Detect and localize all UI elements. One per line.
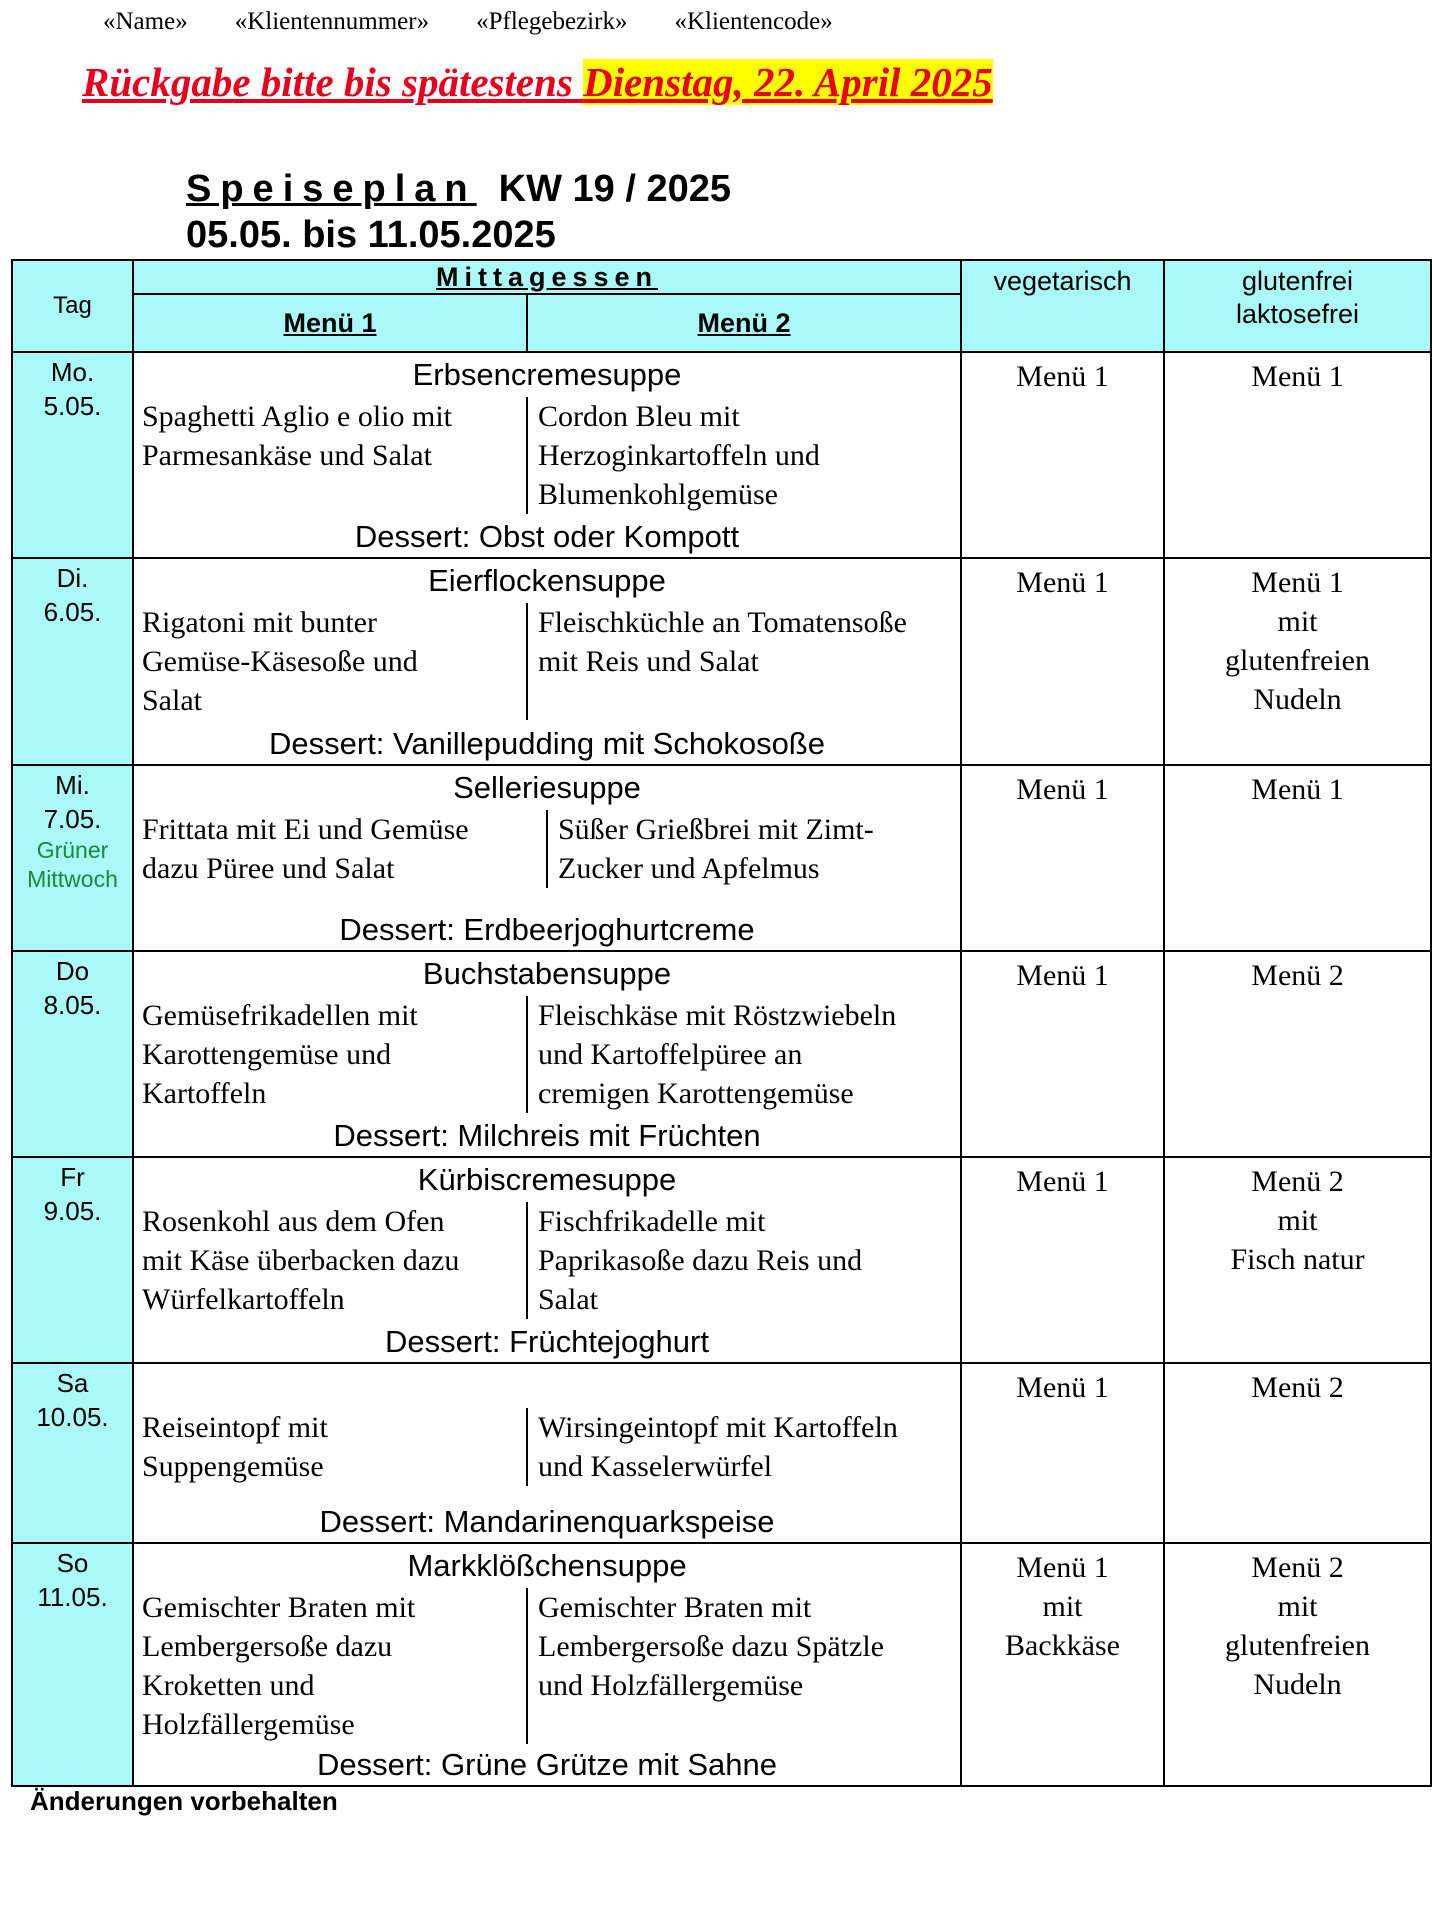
day-cell xyxy=(12,1157,133,1363)
menu1-line: Lembergersoße dazu xyxy=(142,1630,393,1663)
meal-cell xyxy=(133,765,961,951)
menu2-line: Fleischküchle an Tomatensoße xyxy=(538,606,907,639)
page-title xyxy=(186,168,731,211)
header-glutenfrei-laktosefrei xyxy=(1164,260,1431,352)
menu2-text xyxy=(528,1202,862,1319)
day-name: Di. xyxy=(56,563,89,593)
dessert: Dessert: Erdbeerjoghurtcreme xyxy=(339,912,755,947)
meals xyxy=(134,996,960,1113)
day-cell xyxy=(12,1363,133,1543)
soup: Markklößchensuppe xyxy=(407,1548,687,1583)
glutenfree-line: Fisch natur xyxy=(1230,1243,1365,1276)
menu1-line: Salat xyxy=(142,684,202,717)
field-name: «Name» xyxy=(103,8,188,35)
header-glutenfrei: glutenfrei xyxy=(1241,266,1354,296)
vegetarian-line: Menü 1 xyxy=(1016,1371,1109,1404)
vegetarian-line: Menü 1 xyxy=(1016,773,1109,806)
header-menu2: Menü 2 xyxy=(527,294,961,352)
header-tag: Tag xyxy=(12,260,133,352)
dessert: Dessert: Vanillepudding mit Schokosoße xyxy=(269,726,825,761)
menu1-text xyxy=(134,1588,528,1744)
soup: Buchstabensuppe xyxy=(422,956,672,991)
glutenfree-line: mit xyxy=(1277,1204,1318,1237)
meals xyxy=(134,1202,960,1319)
menu2-line: Zucker und Apfelmus xyxy=(558,852,820,885)
menu2-line: Paprikasoße dazu Reis und xyxy=(538,1244,863,1277)
day-row xyxy=(12,558,1431,765)
glutenfree-line: Nudeln xyxy=(1253,683,1342,716)
menu1-line: Frittata mit Ei und Gemüse xyxy=(142,813,469,846)
day-name: Mo. xyxy=(50,357,95,387)
vegetarian-line: Menü 1 xyxy=(1016,959,1109,992)
glutenfree-line: Menü 2 xyxy=(1251,1371,1344,1404)
glutenfree-choice xyxy=(1164,558,1431,765)
meals xyxy=(134,397,960,514)
field-klientencode: «Klientencode» xyxy=(674,8,833,35)
vegetarian-line: mit xyxy=(1042,1590,1083,1623)
menu2-line: mit Reis und Salat xyxy=(538,645,759,678)
menu1-text xyxy=(134,1408,528,1486)
glutenfree-line: Menü 1 xyxy=(1251,566,1344,599)
vegetarian-line: Menü 1 xyxy=(1016,360,1109,393)
meals xyxy=(134,1408,960,1486)
meals xyxy=(134,1588,960,1744)
menu1-line: Würfelkartoffeln xyxy=(142,1283,345,1316)
menu1-line: Parmesankäse und Salat xyxy=(142,439,432,472)
header-laktosefrei: laktosefrei xyxy=(1235,299,1360,329)
menu1-line: Suppengemüse xyxy=(142,1450,324,1483)
menu1-text xyxy=(134,397,528,514)
meal-cell xyxy=(133,1157,961,1363)
day-date: 11.05. xyxy=(37,1582,108,1612)
glutenfree-line: Menü 2 xyxy=(1251,1165,1344,1198)
vegetarian-line: Menü 1 xyxy=(1016,566,1109,599)
glutenfree-choice xyxy=(1164,765,1431,951)
dessert: Dessert: Milchreis mit Früchten xyxy=(333,1118,761,1153)
glutenfree-choice xyxy=(1164,951,1431,1157)
day-row xyxy=(12,765,1431,951)
day-name: Sa xyxy=(56,1368,89,1398)
menu2-line: und Kartoffelpüree an xyxy=(538,1038,803,1071)
menu2-text xyxy=(528,603,907,720)
header-menu1: Menü 1 xyxy=(133,294,527,352)
soup: Kürbiscremesuppe xyxy=(417,1162,677,1197)
day-row xyxy=(12,352,1431,558)
menu2-line: Fischfrikadelle mit xyxy=(538,1205,766,1238)
glutenfree-line: glutenfreien xyxy=(1225,1629,1370,1662)
menu1-line: Rosenkohl aus dem Ofen xyxy=(142,1205,445,1238)
menu2-line: Blumenkohlgemüse xyxy=(538,478,778,511)
glutenfree-choice xyxy=(1164,1363,1431,1543)
vegetarian-choice xyxy=(961,951,1164,1157)
title-date-range: 05.05. bis 11.05.2025 xyxy=(186,214,556,256)
menu2-line: Fleischkäse mit Röstzwiebeln xyxy=(538,999,897,1032)
header-mittagessen: Mittagessen xyxy=(133,260,961,294)
menu2-text xyxy=(528,1588,884,1744)
deadline-date: Dienstag, 22. April 2025 xyxy=(583,59,993,105)
menu2-line: Süßer Grießbrei mit Zimt- xyxy=(558,813,874,846)
meals xyxy=(134,810,960,888)
menu2-text xyxy=(528,397,820,514)
dessert: Dessert: Früchtejoghurt xyxy=(385,1324,709,1359)
dessert: Dessert: Mandarinenquarkspeise xyxy=(319,1504,775,1539)
glutenfree-line: Nudeln xyxy=(1253,1668,1342,1701)
day-cell xyxy=(12,951,133,1157)
menu1-line: Reiseintopf mit xyxy=(142,1411,328,1444)
vegetarian-line: Menü 1 xyxy=(1016,1165,1109,1198)
deadline-prefix: Rückgabe bitte bis spätestens xyxy=(82,59,584,105)
menu1-line: dazu Püree und Salat xyxy=(142,852,395,885)
vegetarian-choice xyxy=(961,1157,1164,1363)
day-cell xyxy=(12,558,133,765)
menu1-line: Gemischter Braten mit xyxy=(142,1591,416,1624)
day-row xyxy=(12,1543,1431,1786)
menu1-line: mit Käse überbacken dazu xyxy=(142,1244,460,1277)
field-klientennummer: «Klientennummer» xyxy=(234,8,430,35)
glutenfree-line: mit xyxy=(1277,1590,1318,1623)
vegetarian-line: Backkäse xyxy=(1005,1629,1120,1662)
menu2-line: und Holzfällergemüse xyxy=(538,1669,804,1702)
day-name: So xyxy=(56,1548,89,1578)
glutenfree-choice xyxy=(1164,352,1431,558)
menu1-line: Holzfällergemüse xyxy=(142,1708,355,1741)
day-name: Fr xyxy=(60,1162,85,1192)
day-row xyxy=(12,1157,1431,1363)
glutenfree-choice xyxy=(1164,1157,1431,1363)
meal-cell xyxy=(133,1363,961,1543)
meal-cell xyxy=(133,558,961,765)
menu2-line: Wirsingeintopf mit Kartoffeln xyxy=(538,1411,898,1444)
menu2-text xyxy=(528,1408,898,1486)
menu1-line: Kartoffeln xyxy=(142,1077,267,1110)
menu1-text xyxy=(134,603,528,720)
glutenfree-line: mit xyxy=(1277,605,1318,638)
title-speiseplan: Speiseplan xyxy=(186,168,477,210)
menu2-line: und Kasselerwürfel xyxy=(538,1450,773,1483)
glutenfree-line: Menü 2 xyxy=(1251,959,1344,992)
day-row xyxy=(12,951,1431,1157)
menu1-line: Gemüse-Käsesoße und xyxy=(142,645,418,678)
menu2-line: Gemischter Braten mit xyxy=(538,1591,812,1624)
glutenfree-line: Menü 1 xyxy=(1251,773,1344,806)
title-kw: KW 19 / 2025 xyxy=(498,168,731,210)
day-date: 8.05. xyxy=(43,990,102,1020)
dessert: Dessert: Obst oder Kompott xyxy=(354,519,740,554)
menu2-line: Lembergersoße dazu Spätzle xyxy=(538,1630,884,1663)
day-cell xyxy=(12,1543,133,1786)
field-pflegebezirk: «Pflegebezirk» xyxy=(476,8,628,35)
menu2-line: Herzoginkartoffeln und xyxy=(538,439,820,472)
day-date: 10.05. xyxy=(36,1402,109,1432)
meal-cell xyxy=(133,951,961,1157)
header-row xyxy=(12,260,1431,294)
day-date: 9.05. xyxy=(43,1196,102,1226)
menu2-text xyxy=(548,810,874,888)
header-vegetarisch: vegetarisch xyxy=(961,260,1164,352)
menu1-line: Gemüsefrikadellen mit xyxy=(142,999,418,1032)
glutenfree-line: Menü 1 xyxy=(1251,360,1344,393)
merge-fields xyxy=(103,8,880,36)
day-name: Mi. xyxy=(55,770,90,800)
dessert: Dessert: Grüne Grütze mit Sahne xyxy=(316,1747,778,1782)
vegetarian-choice xyxy=(961,352,1164,558)
menu1-line: Kroketten und xyxy=(142,1669,315,1702)
glutenfree-choice xyxy=(1164,1543,1431,1786)
day-date: 5.05. xyxy=(43,391,102,421)
soup: Erbsencremesuppe xyxy=(412,357,682,392)
day-name: Do xyxy=(55,956,90,986)
soup: Selleriesuppe xyxy=(453,770,641,805)
vegetarian-choice xyxy=(961,558,1164,765)
soup xyxy=(134,1364,960,1408)
vegetarian-choice xyxy=(961,1363,1164,1543)
day-note: Grüner Mittwoch xyxy=(27,837,118,892)
soup: Eierflockensuppe xyxy=(428,563,666,598)
vegetarian-choice xyxy=(961,1543,1164,1786)
glutenfree-line: glutenfreien xyxy=(1225,644,1370,677)
day-date: 7.05. xyxy=(43,804,102,834)
glutenfree-line: Menü 2 xyxy=(1251,1551,1344,1584)
day-date: 6.05. xyxy=(43,597,102,627)
menu1-text xyxy=(134,996,528,1113)
menu-table xyxy=(11,259,1432,1787)
menu1-text xyxy=(134,810,548,888)
menu2-line: cremigen Karottengemüse xyxy=(538,1077,854,1110)
vegetarian-choice xyxy=(961,765,1164,951)
menu1-text xyxy=(134,1202,528,1319)
footer-note: Änderungen vorbehalten xyxy=(30,1786,338,1816)
meal-cell xyxy=(133,1543,961,1786)
return-deadline xyxy=(82,58,993,106)
vegetarian-line: Menü 1 xyxy=(1016,1551,1109,1584)
menu1-line: Spaghetti Aglio e olio mit xyxy=(142,400,452,433)
menu1-line: Rigatoni mit bunter xyxy=(142,606,377,639)
day-cell xyxy=(12,765,133,951)
day-row xyxy=(12,1363,1431,1543)
day-cell xyxy=(12,352,133,558)
menu2-line: Salat xyxy=(538,1283,598,1316)
menu2-text xyxy=(528,996,896,1113)
meal-cell xyxy=(133,352,961,558)
meals xyxy=(134,603,960,720)
menu2-line: Cordon Bleu mit xyxy=(538,400,740,433)
menu1-line: Karottengemüse und xyxy=(142,1038,392,1071)
